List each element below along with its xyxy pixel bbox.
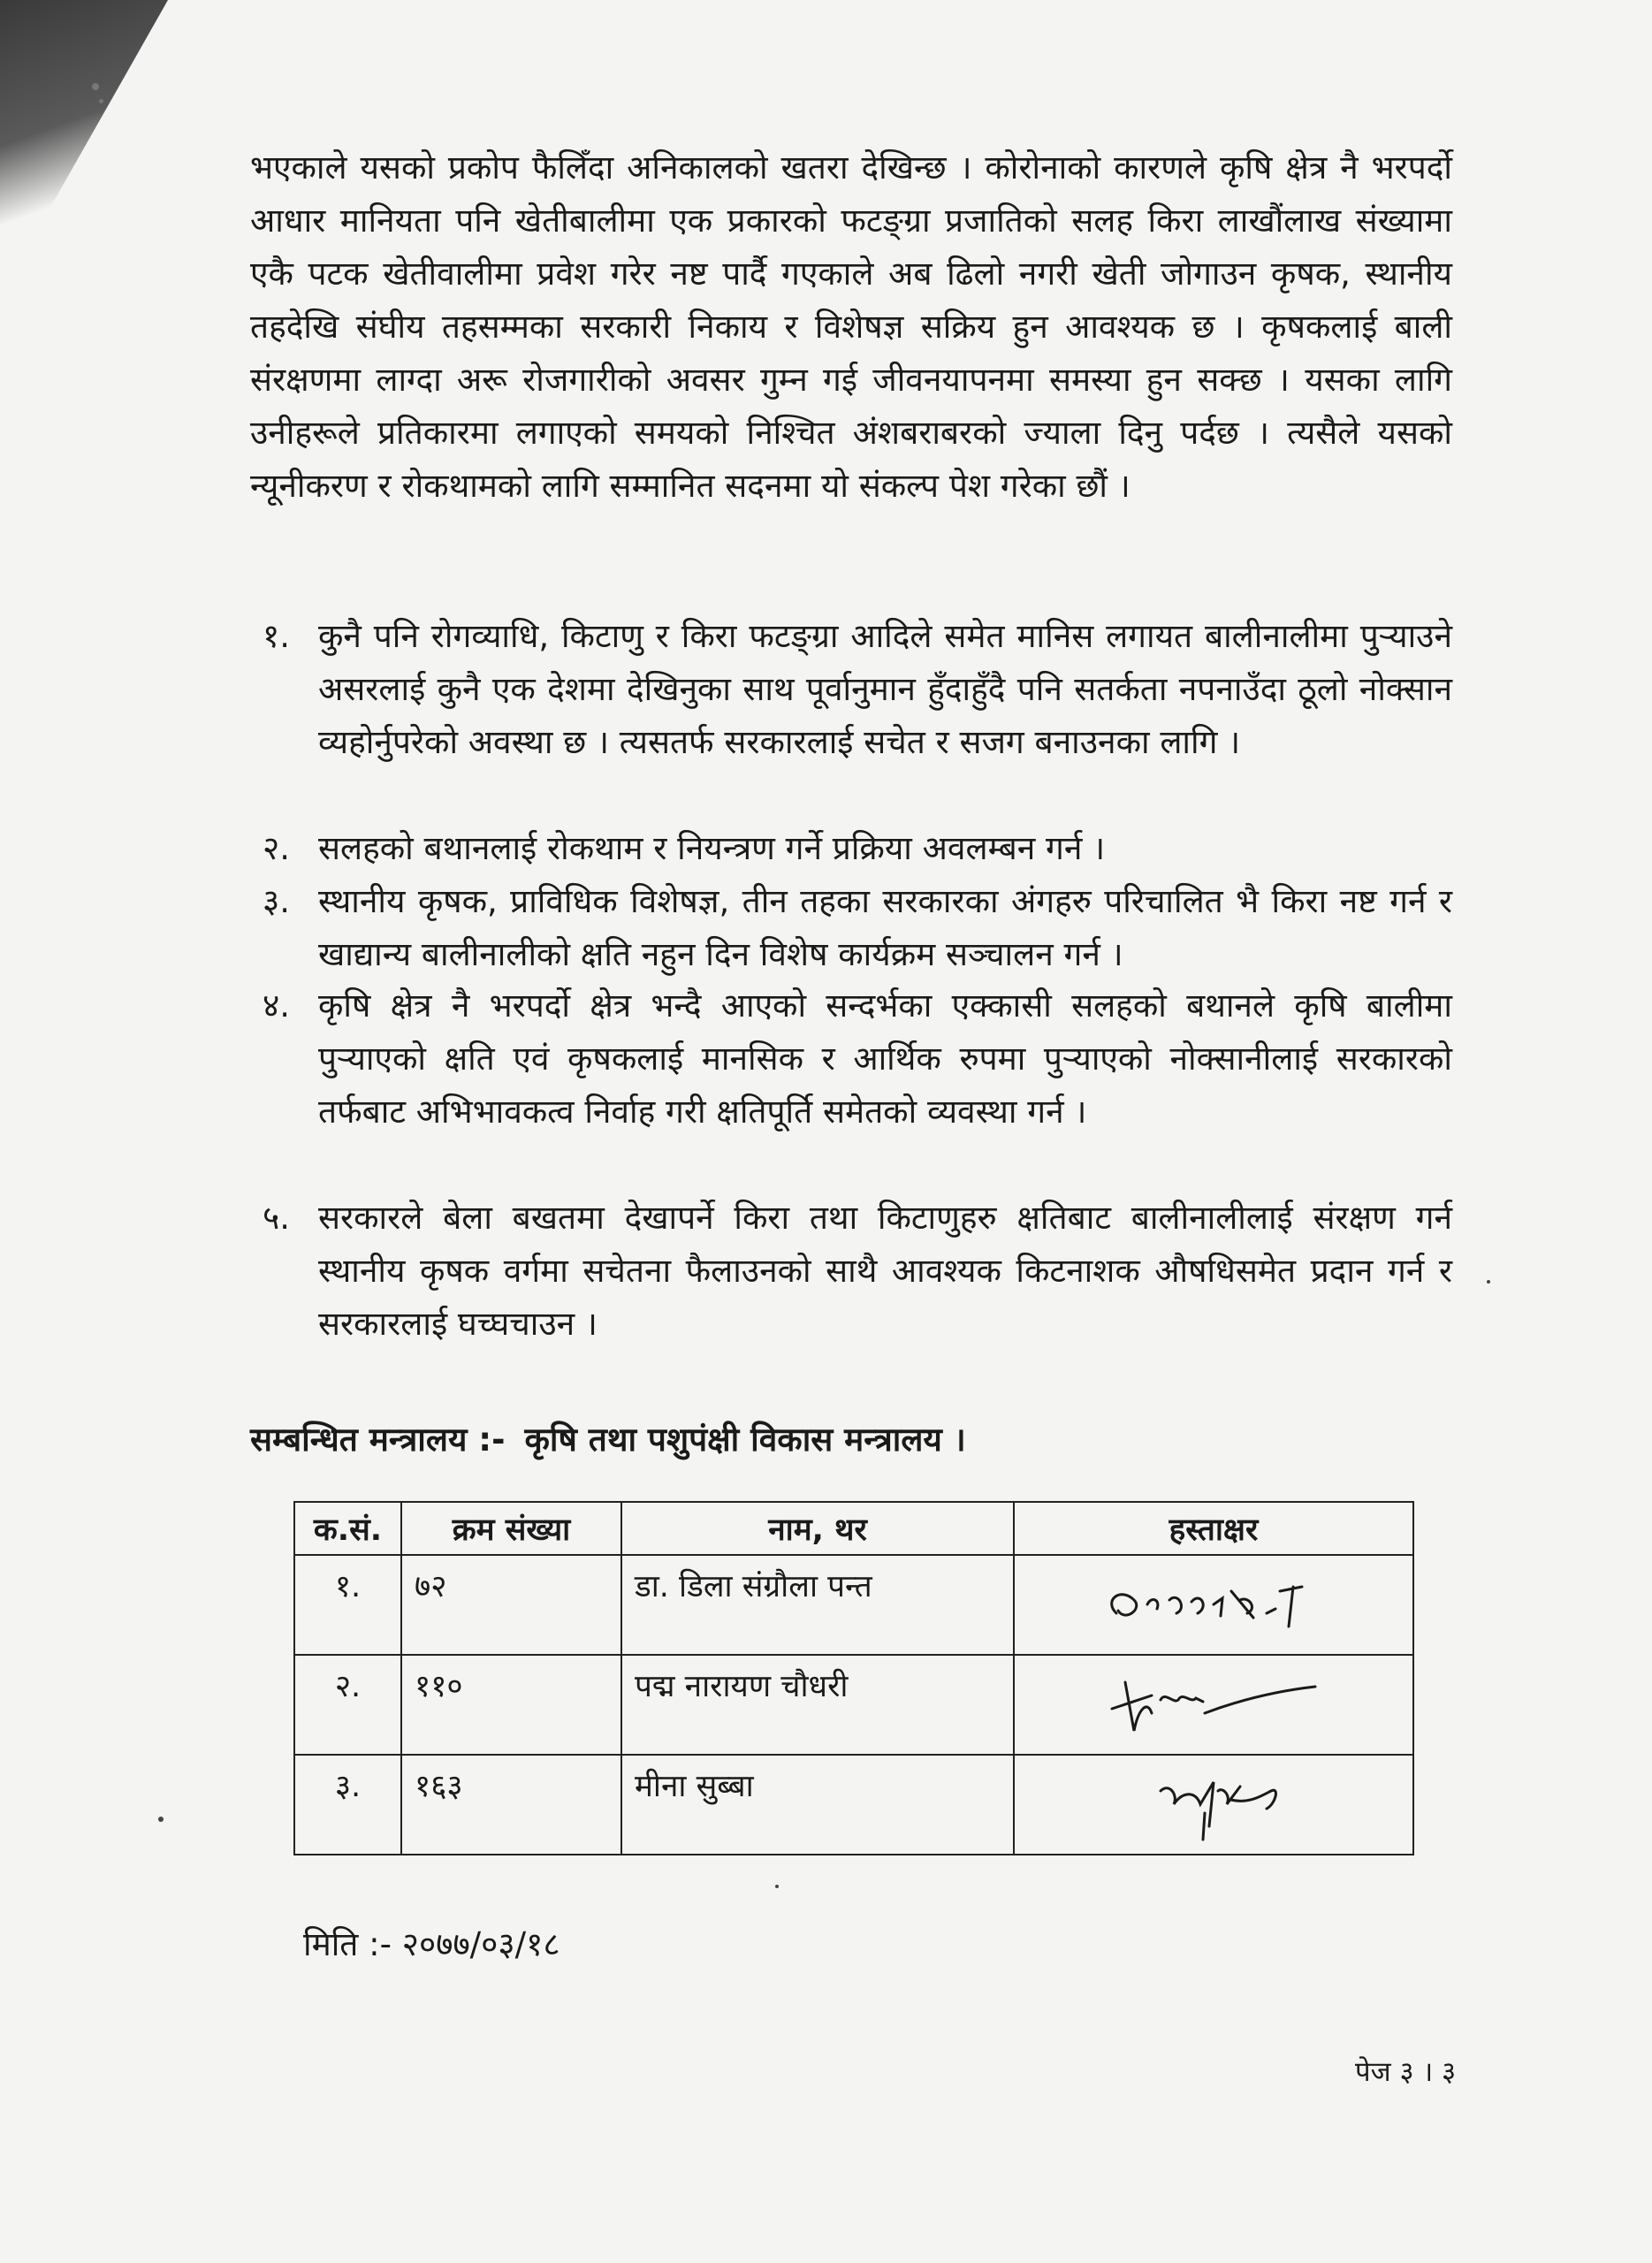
cell-number: ११० — [401, 1655, 621, 1755]
resolution-number: २. — [263, 829, 291, 867]
resolution-item — [250, 822, 1452, 875]
scan-shadow-corner — [0, 0, 177, 301]
header-number: क्रम संख्या — [401, 1502, 621, 1555]
header-serial: क.सं. — [294, 1502, 401, 1555]
page-number: पेज ३ । ३ — [1355, 2056, 1457, 2088]
cell-signature — [1014, 1555, 1413, 1655]
handwritten-signature-3 — [1099, 1764, 1328, 1844]
table-row — [294, 1755, 1413, 1855]
scan-speck — [775, 1885, 779, 1888]
signatory-table — [293, 1501, 1414, 1855]
scan-speck — [92, 83, 99, 90]
cell-name: पद्म नारायण चौधरी — [621, 1655, 1014, 1755]
resolution-text: कृषि क्षेत्र नै भरपर्दो क्षेत्र भन्दै आएको सन्दर्भका एक्कासी सलहको बथानले कृषि बालीमा पुऱ्याएको क्षति एवं कृषकलाई मानसिक र आर्थिक रुपमा पुऱ्याएको नोक्सानीलाई सरकारको तर्फबाट अभिभावकत्व निर्वाह गरी क्षतिपूर्ति समेतको व्यवस्था गर्न । — [318, 987, 1452, 1131]
scan-speck — [1487, 1280, 1490, 1284]
resolution-item — [250, 1192, 1452, 1351]
cell-serial: ३. — [294, 1755, 401, 1855]
resolution-number: ४. — [263, 987, 291, 1025]
ministry-label: सम्बन्धित मन्त्रालय :- — [250, 1421, 506, 1459]
resolution-list — [250, 610, 1452, 1351]
resolution-number: १. — [263, 617, 291, 655]
table-header-row — [294, 1502, 1413, 1555]
related-ministry — [250, 1415, 966, 1460]
scan-speck — [99, 99, 103, 103]
resolution-item — [250, 875, 1452, 979]
resolution-text: स्थानीय कृषक, प्राविधिक विशेषज्ञ, तीन तहका सरकारका अंगहरु परिचालित भै किरा नष्ट गर्न र खाद्यान्य बालीनालीको क्षति नहुन दिन विशेष कार्यक्रम सञ्चालन गर्न । — [318, 882, 1452, 973]
resolution-item — [250, 610, 1452, 822]
scan-speck — [158, 1817, 164, 1822]
header-name: नाम, थर — [621, 1502, 1014, 1555]
ministry-value: कृषि तथा पशुपंक्षी विकास मन्त्रालय । — [524, 1421, 966, 1459]
resolution-item — [250, 979, 1452, 1192]
cell-serial: १. — [294, 1555, 401, 1655]
handwritten-signature-1 — [1099, 1565, 1328, 1644]
cell-signature — [1014, 1655, 1413, 1755]
resolution-text: कुनै पनि रोगव्याधि, किटाणु र किरा फटङ्ग्रा आदिले समेत मानिस लगायत बालीनालीमा पुऱ्याउने असरलाई कुनै एक देशमा देखिनुका साथ पूर्वानुमान हुँदाहुँदै पनि सतर्कता नपनाउँदा ठूलो नोक्सान व्यहोर्नुपरेको अवस्था छ । त्यसतर्फ सरकारलाई सचेत र सजग बनाउनका लागि । — [318, 617, 1452, 761]
cell-number: ७२ — [401, 1555, 621, 1655]
cell-number: १६३ — [401, 1755, 621, 1855]
table-row — [294, 1655, 1413, 1755]
resolution-number: ३. — [263, 882, 291, 920]
cell-name: मीना सुब्बा — [621, 1755, 1014, 1855]
date: मिति :- २०७७/०३/१८ — [303, 1925, 560, 1963]
cell-serial: २. — [294, 1655, 401, 1755]
intro-paragraph: भएकाले यसको प्रकोप फैलिँदा अनिकालको खतरा देखिन्छ । कोरोनाको कारणले कृषि क्षेत्र नै भरपर्दो आधार मानियता पनि खेतीबालीमा एक प्रकारको फटङ्ग्रा प्रजातिको सलह किरा लाखौंलाख संख्यामा एकै पटक खेतीवालीमा प्रवेश गरेर नष्ट पार्दै गएकाले अब ढिलो नगरी खेती जोगाउन कृषक, स्थानीय तहदेखि संघीय तहसम्मका सरकारी निकाय र विशेषज्ञ सक्रिय हुन आवश्यक छ । कृषकलाई बाली संरक्षणमा लाग्दा अरू रोजगारीको अवसर गुम्न गई जीवनयापनमा समस्या हुन सक्छ । यसका लागि उनीहरूले प्रतिकारमा लगाएको समयको निश्चित अंशबराबरको ज्याला दिनु पर्दछ । त्यसैले यसको न्यूनीकरण र रोकथामको लागि सम्मानित सदनमा यो संकल्प पेश गरेका छौं । — [250, 149, 1452, 505]
resolution-text: सलहको बथानलाई रोकथाम र नियन्त्रण गर्ने प्रक्रिया अवलम्बन गर्न । — [318, 829, 1106, 867]
cell-signature — [1014, 1755, 1413, 1855]
cell-name: डा. डिला संग्रौला पन्त — [621, 1555, 1014, 1655]
header-signature: हस्ताक्षर — [1014, 1502, 1413, 1555]
table-row — [294, 1555, 1413, 1655]
resolution-number: ५. — [263, 1199, 291, 1237]
handwritten-signature-2 — [1099, 1665, 1328, 1744]
resolution-text: सरकारले बेला बखतमा देखापर्ने किरा तथा किटाणुहरु क्षतिबाट बालीनालीलाई संरक्षण गर्न स्थानीय कृषक वर्गमा सचेतना फैलाउनको साथै आवश्यक किटनाशक औषधिसमेत प्रदान गर्न र सरकारलाई घच्घचाउन । — [318, 1199, 1452, 1343]
